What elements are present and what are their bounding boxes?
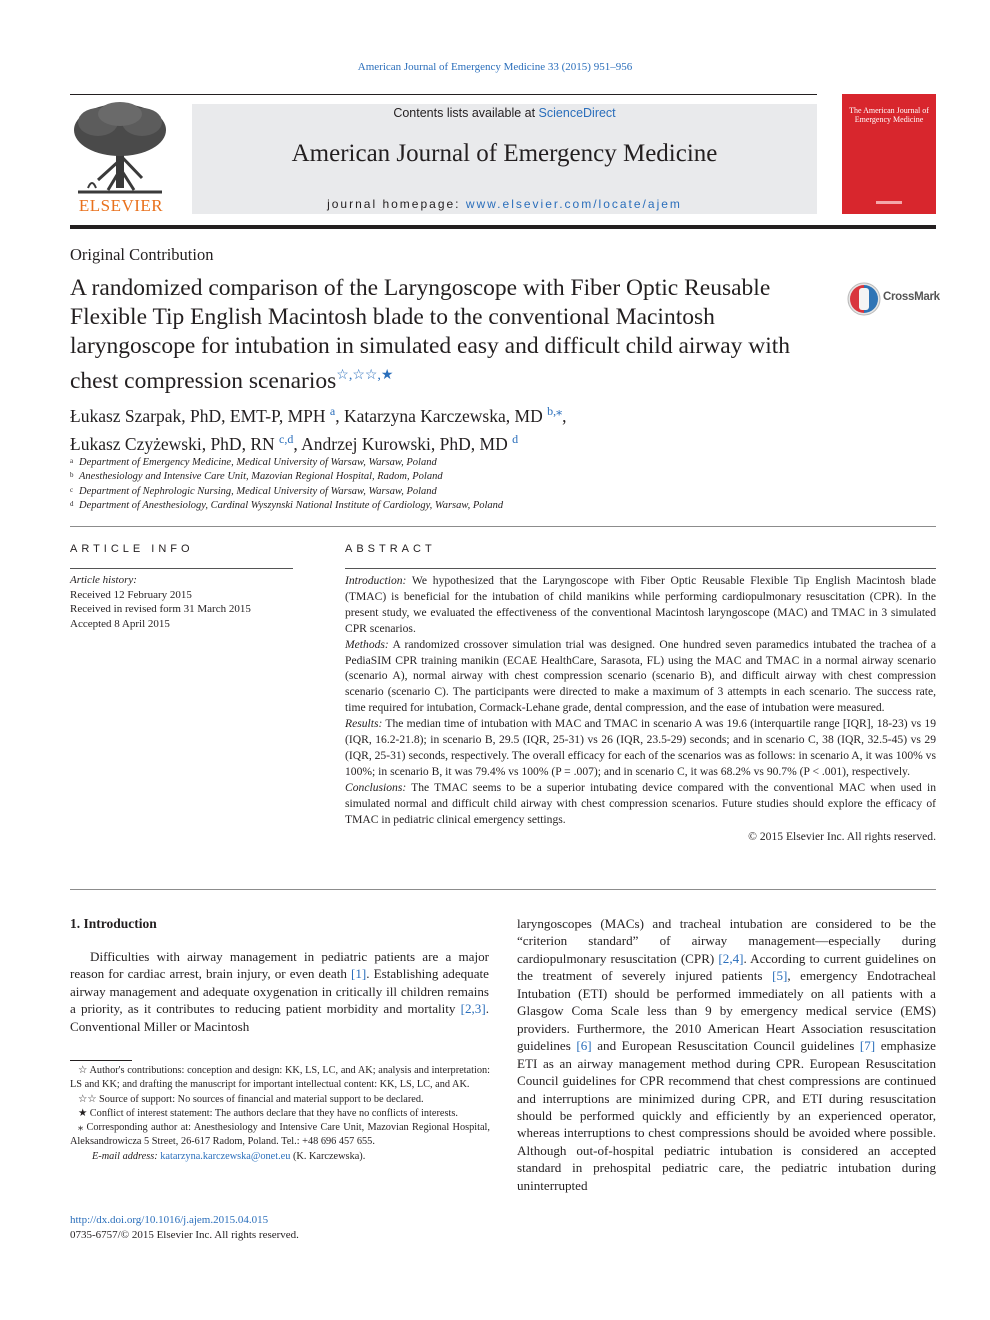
reference-link[interactable]: [1] [350, 966, 367, 982]
author-name: Łukasz Czyżewski, PhD, RN [70, 433, 275, 454]
journal-title: American Journal of Emergency Medicine [291, 140, 718, 167]
author-affil-link[interactable]: b,⁎ [547, 404, 563, 418]
doi-link[interactable]: http://dx.doi.org/10.1016/j.ajem.2015.04.015 [70, 1214, 269, 1226]
homepage-link[interactable]: www.elsevier.com/locate/ajem [465, 197, 682, 211]
reference-link[interactable]: [7] [859, 1038, 876, 1054]
author-affil-link[interactable]: a [329, 404, 336, 418]
contents-line: Contents lists available at ScienceDirect [393, 106, 616, 120]
abstract-rule [345, 568, 936, 569]
author-affil-link[interactable]: d [512, 431, 519, 446]
article-history [70, 573, 293, 631]
history-accepted: Accepted 8 April 2015 [70, 617, 170, 630]
affiliation-item: d Department of Anesthesiology, Cardinal Wyszynski National Institute of Cardiology, Warsaw, Poland [70, 499, 504, 511]
reference-link[interactable]: [6] [576, 1038, 592, 1054]
body-column-right: laryngoscopes (MACs) and tracheal intubation are considered to be the “criterion standard” of airway management—especially during cardiopulmonary resuscitation (CPR) [2,4]. According to current guidelines on the treatment of severely injured patients [5], emergency Endotracheal Intubation (ETI) should be performed immediately on all patients with a Glasgow Coma Scale less than 9 by emergency medical service (EMS) providers. Furthermore, the 2010 American Heart Association resuscitation guidelines [6] and European Resuscitation Council guidelines [7] emphasize ETI as an airway management method during CPR. European Resuscitation Council guidelines for CPR recommend that chest compressions are continued and interruptions are minimized during CPR, and ETI during resuscitation should be performed quickly and efficiently by an experienced operator, whereas interruptions to chest compressions should be avoided where possible. Although out-of-hospital pediatric intubation is considered an accepted standard in prehospital pediatric care, the pediatric intubation during uninterrupted [517, 916, 936, 1193]
reference-link[interactable]: [2,4] [718, 950, 744, 966]
reference-link[interactable]: [5] [772, 968, 788, 984]
footnote-rule [70, 1060, 132, 1061]
cover-title: The American Journal of Emergency Medicine [849, 106, 929, 124]
abstract-methods: Methods: A randomized crossover simulation trial was designed. One hundred seven paramedics intubated the trachea of a PediaSIM CPR training manikin (ECAE HealthCare, Sarasota, FL) using the MAC and TMAC in a normal airway scenario (scenario A), normal airway with chest compression scenario (scenario B), and difficult airway with chest compression scenario (scenario C). The participants were directed to make a maximum of 3 attempts in each scenario. The success rate, time required for intubation, Cormack-Lehane grade, dental compression, and the ease of intubation were measured. [345, 637, 936, 715]
crossmark-label: CrossMark [883, 291, 940, 303]
abstract-heading: ABSTRACT [345, 543, 436, 555]
doi-block [70, 1213, 299, 1243]
journal-citation[interactable]: American Journal of Emergency Medicine 33 (2015) 951–956 [357, 61, 633, 73]
footnote-item: ⁎ Corresponding author at: Anesthesiology and Intensive Care Unit, Mazovian Regional Hospital, Aleksandrowicza 5 Street, 26-617 Radom, Poland. Tel.: +48 696 457 655. [70, 1122, 490, 1148]
body-column-left: Difficulties with airway management in pediatric patients are a major reason for cardiac arrest, brain injury, or even death [1]. Establishing adequate airway management and adequate oxygenation in critically ill children remains a priority, as it contributes to reducing patient morbidity and mortality [2,3]. Conventional Miller or Macintosh [70, 949, 489, 1034]
cover-bar [876, 201, 902, 204]
author-name: Katarzyna Karczewska, MD [343, 405, 543, 426]
history-received: Received 12 February 2015 [70, 588, 192, 601]
issn-copyright: 0735-6757/© 2015 Elsevier Inc. All rights reserved. [70, 1229, 299, 1241]
article-info-rule [70, 568, 293, 569]
affiliation-item: c Department of Nephrologic Nursing, Medical University of Warsaw, Warsaw, Poland [70, 485, 437, 497]
author-name: Andrzej Kurowski, PhD, MD [301, 433, 508, 454]
elsevier-wordmark: ELSEVIER [78, 196, 164, 215]
header-top-rule [70, 94, 817, 95]
section-type: Original Contribution [70, 245, 214, 264]
abstract-body [345, 573, 936, 844]
article-info-heading: ARTICLE INFO [70, 543, 194, 555]
abstract-results: Results: The median time of intubation with MAC and TMAC in scenario A was 19.6 (interquartile range [IQR], 18-23) vs 19 (IQR, 16.2-21.8); in scenario B, 29.5 (IQR, 25-31) vs 26 (IQR, 23.5-29) seconds; and in scenario C, 38 (IQR, 32.5-45) vs 29 (IQR, 25-31) seconds, respectively. The overall efficacy for each of the scenarios was as follows: in scenario A, it was 100% vs 100%; in scenario B, it was 79.4% vs 100% (P = .007); and in scenario C, it was 68.2% vs 90.7% (P < .001), respectively. [345, 717, 936, 778]
history-revised: Received in revised form 31 March 2015 [70, 603, 251, 615]
footnote-item: ★ Conflict of interest statement: The authors declare that they have no conflicts of interests. [78, 1107, 458, 1119]
abstract-bottom-rule [70, 889, 936, 890]
abstract-conclusions: Conclusions: The TMAC seems to be a superior intubating device compared with the conventional MAC when used in simulated normal and difficult child airway with chest compression scenarios. Future studies should explore the efficacy of TMAC in pediatric clinical emergency settings. [345, 780, 936, 826]
affil-rule [70, 526, 936, 527]
abstract-copyright: © 2015 Elsevier Inc. All rights reserved. [748, 829, 936, 843]
affiliation-item: a Department of Emergency Medicine, Medical University of Warsaw, Warsaw, Poland [70, 457, 437, 468]
affiliation-item: b Anesthesiology and Intensive Care Unit, Mazovian Regional Hospital, Radom, Poland [70, 471, 443, 483]
reference-link[interactable]: [2,3] [460, 1001, 486, 1017]
crossmark-icon [846, 282, 882, 316]
footnotes [70, 1064, 490, 1164]
author-affil-link[interactable]: c,d [279, 431, 294, 446]
header-bottom-rule [70, 225, 936, 229]
journal-homepage: journal homepage: www.elsevier.com/locate/ajem [327, 197, 682, 211]
crossmark-badge[interactable] [846, 282, 941, 316]
section-heading-introduction: 1. Introduction [70, 916, 157, 931]
email-link[interactable]: katarzyna.karczewska@onet.eu [160, 1150, 291, 1162]
author-list: Łukasz Szarpak, PhD, EMT-P, MPH $^a$, Katarzyna Karczewska, MD $^{b,⁎}$, Łukasz Czyżewski, PhD, RN $^{c,d}$, Andrzej Kurowski, PhD, MD $^d$ [70, 404, 567, 454]
footnote-item: ☆☆ Source of support: No sources of financial and material support to be declared. [78, 1093, 424, 1105]
history-label: Article history: [70, 574, 137, 586]
affiliation-list [70, 456, 770, 513]
abstract-introduction: Introduction: We hypothesized that the Laryngoscope with Fiber Optic Reusable Flexible Tip English Macintosh blade (TMAC) is beneficial for the intubation of child manikins while performing cardiopulmonary resuscitation (CPR). In the present study, we evaluated the effectiveness of the conventional Macintosh laryngoscope (MAC) and TMAC in 3 simulated CPR scenarios. [345, 574, 936, 635]
article-title: A randomized comparison of the Laryngoscope with Fiber Optic Reusable Flexible Tip English Macintosh blade to the conventional Macintosh laryngoscope for intubation in simulated easy and difficult child airway with chest compression scenarios☆,☆☆,★ [70, 275, 791, 394]
title-footnote-marks[interactable]: ☆,☆☆,★ [336, 368, 394, 383]
author-name: Łukasz Szarpak, PhD, EMT-P, MPH [70, 405, 326, 426]
journal-cover-thumbnail[interactable] [842, 94, 936, 214]
footnote-item: ☆ Author's contributions: conception and design: KK, LS, LC, and AK; analysis and interpretation: LS and KK; and drafting the manuscript for important intellectual content: KK, LS, LC, and AK. [70, 1065, 490, 1091]
sciencedirect-link[interactable]: ScienceDirect [538, 106, 616, 120]
footnote-email: E-mail address: katarzyna.karczewska@onet.eu (K. Karczewska). [92, 1150, 366, 1162]
